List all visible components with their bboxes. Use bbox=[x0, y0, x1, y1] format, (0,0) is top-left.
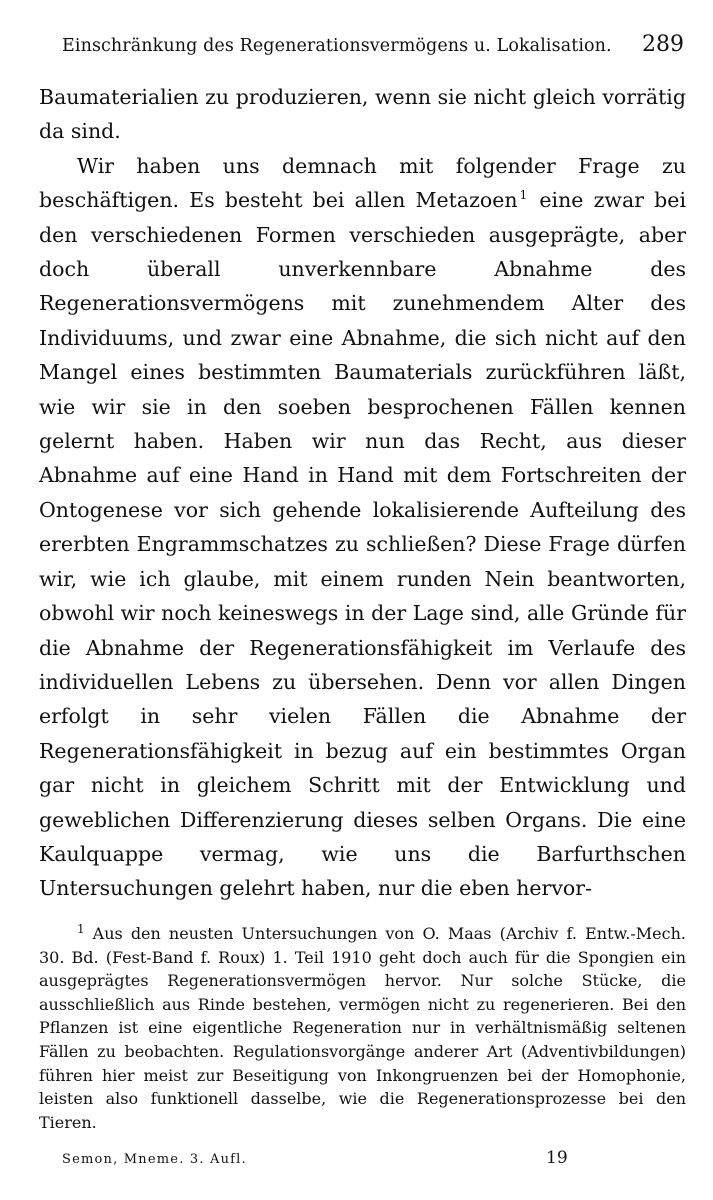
footnote-text: Aus den neusten Untersuchungen von O. Maas (Archiv f. Entw.-Mech. 30. Bd. (Fest-Band f. Roux) 1. Teil 1910 geht doch auch für die Spongien ein ausgeprägtes Regenerationsvermögen hervor. Nur solche Stücke, die ausschließlich aus Rinde bestehen, vermögen nicht zu regenerieren. Bei den Pflanzen ist eine eigentliche Regeneration nur in verhältnismäßig seltenen Fällen zu beobachten. Regulationsvorgänge anderer Art (Adventivbildungen) führen hier meist zur Beseitigung von Inkongruenzen bei der Homophonie, leisten also funktionell dasselbe, wie die Regenerationsprozesse bei den Tieren. bbox=[39, 924, 686, 1132]
sheet-number: 19 bbox=[546, 1148, 568, 1168]
running-head bbox=[62, 32, 684, 62]
body-text bbox=[39, 80, 686, 906]
paragraph-continuation: Baumaterialien zu produzieren, wenn sie nicht gleich vorrätig da sind. bbox=[39, 85, 686, 144]
paragraph-main-start: Wir haben uns demnach mit folgender Frage zu beschäftigen. Es besteht bei allen Metazoen bbox=[39, 153, 686, 213]
signature-line: Semon, Mneme. 3. Aufl. bbox=[62, 1152, 247, 1167]
footnote-reference: 1 bbox=[519, 188, 528, 203]
footnote-marker: 1 bbox=[77, 921, 85, 936]
paragraph-main-rest: eine zwar bei den verschiedenen Formen verschieden ausgeprägte, aber doch überall unverkennbare Abnahme des Regenerationsvermögens mit zunehmendem Alter des Individuums, und zwar eine Abnahme, die sich nicht auf den Mangel eines bestimmten Baumaterials zurückführen läßt, wie wir sie in den soeben besprochenen Fällen kennen gelernt haben. Haben wir nun das Recht, aus dieser Abnahme auf eine Hand in Hand mit dem Fortschreiten der Ontogenese vor sich gehende lokalisierende Aufteilung des ererbten Engrammschatzes zu schließen? Diese Frage dürfen wir, wie ich glaube, mit einem runden Nein beantworten, obwohl wir noch keineswegs in der Lage sind, alle Gründe für die Abnahme der Regenerationsfähigkeit im Verlaufe des individuellen Lebens zu übersehen. Denn vor allen Dingen erfolgt in sehr vielen Fällen die Abnahme der Regenerationsfähigkeit in bezug auf ein bestimmtes Organ gar nicht in gleichem Schritt mit der Entwicklung und geweblichen Differenzierung dieses selben Organs. Die eine Kaulquappe vermag, wie uns die Barfurthschen Untersuchungen gelehrt haben, nur die eben hervor- bbox=[39, 188, 686, 901]
paragraph-main bbox=[39, 149, 686, 906]
footnote bbox=[39, 922, 686, 1134]
running-head-title: Einschränkung des Regenerationsvermögens u. Lokalisation. bbox=[62, 36, 612, 56]
page-number: 289 bbox=[642, 32, 684, 57]
